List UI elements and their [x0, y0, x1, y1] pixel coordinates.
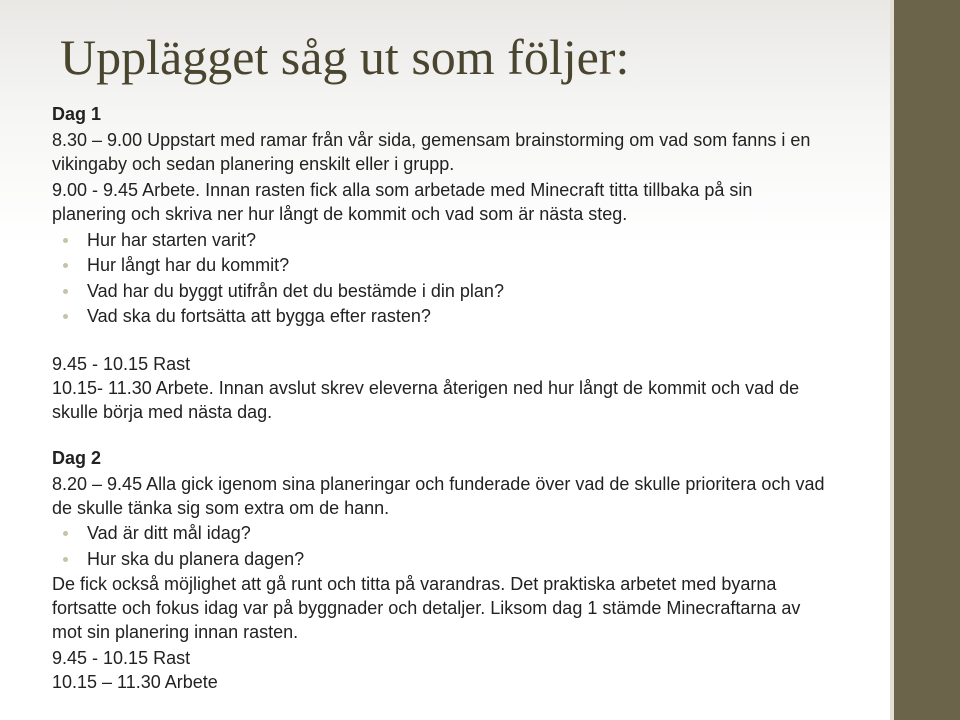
day2-bullet	[52, 547, 890, 571]
day1-heading: Dag 1	[52, 104, 102, 124]
bullet-dot-icon	[63, 289, 68, 294]
day2-bullet	[52, 521, 890, 545]
day1-p2-line2: planering och skriva ner hur långt de kommit och vad som är nästa steg.	[52, 204, 628, 224]
bullet-dot-icon	[63, 238, 68, 243]
day2-bullet-text: Vad är ditt mål idag?	[87, 523, 251, 543]
day1-p2-line1: 9.00 - 9.45 Arbete. Innan rasten fick alla som arbetade med Minecraft titta tillbaka på sin	[52, 180, 753, 200]
day2-p2-line2: fortsatte och fokus idag var på byggnader och detaljer. Liksom dag 1 stämde Minecraftarna av	[52, 598, 801, 618]
slide-title: Upplägget såg ut som följer:	[60, 29, 630, 85]
day1-bullet-text: Vad har du byggt utifrån det du bestämde i din plan?	[87, 280, 504, 301]
bullet-dot-icon	[63, 557, 68, 562]
day1-bullet	[52, 228, 890, 252]
day1-bullet-text: Hur har starten varit?	[87, 229, 257, 250]
day1-p1-line1: 8.30 – 9.00 Uppstart med ramar från vår sida, gemensam brainstorming om vad som fanns i en	[52, 130, 811, 150]
day1-bullet	[52, 253, 890, 277]
day2-p2-line1: De fick också möjlighet att gå runt och titta på varandras. Det praktiska arbetet med byarna	[52, 574, 777, 594]
day2-break: 9.45 - 10.15 Rast	[52, 648, 191, 668]
day2-bullet-text: Hur ska du planera dagen?	[87, 548, 305, 569]
day2-p1-line1: 8.20 – 9.45 Alla gick igenom sina planeringar och funderade över vad de skulle prioritera och vad	[52, 473, 825, 494]
day1-bullet-text: Hur långt har du kommit?	[87, 255, 290, 275]
day1-bullet	[52, 304, 890, 328]
day2-work: 10.15 – 11.30 Arbete	[52, 672, 218, 692]
day1-bullet	[52, 279, 890, 303]
bullet-dot-icon	[63, 263, 68, 268]
bullet-dot-icon	[63, 531, 68, 536]
decorative-side-band	[890, 0, 960, 720]
day1-p1-line2: vikingaby och sedan planering enskilt eller i grupp.	[52, 154, 455, 174]
day1-p3-line1: 10.15- 11.30 Arbete. Innan avslut skrev eleverna återigen ned hur långt de kommit och vad de	[52, 377, 800, 398]
day2-p1-line2: de skulle tänka sig som extra om de hann.	[52, 497, 390, 518]
day2-heading: Dag 2	[52, 447, 102, 468]
day1-break: 9.45 - 10.15 Rast	[52, 353, 191, 374]
bullet-dot-icon	[63, 314, 68, 319]
slide-content	[52, 102, 890, 694]
day1-p3-line2: skulle börja med nästa dag.	[52, 401, 273, 422]
day2-p2-line3: mot sin planering innan rasten.	[52, 622, 299, 642]
day1-bullet-text: Vad ska du fortsätta att bygga efter rasten?	[87, 306, 431, 326]
